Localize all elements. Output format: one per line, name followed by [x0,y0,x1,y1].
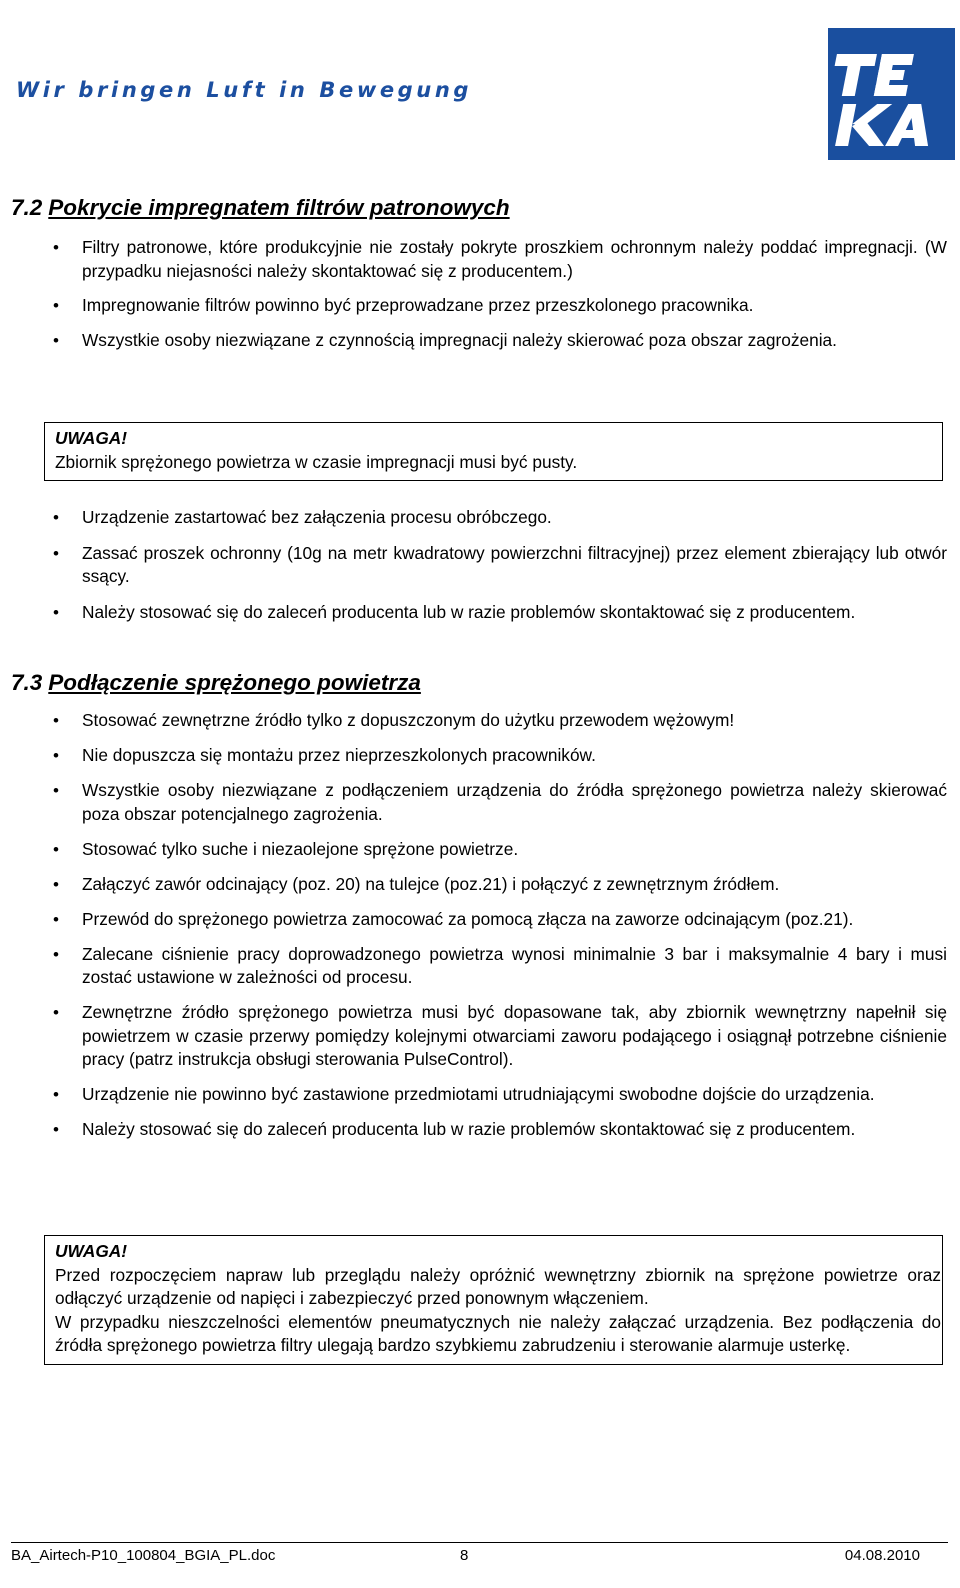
footer-page-number: 8 [460,1547,469,1564]
list-item: • Zalecane ciśnienie pracy doprowadzonego powietrza wynosi minimalnie 3 bar i maksymalnie 4 bary i musi zostać ustawione w zależności od procesu. [82,943,947,990]
footer-date: 04.08.2010 [844,1547,920,1564]
list-item: • Impregnowanie filtrów powinno być przeprowadzane przez przeszkolonego pracownika. [82,294,947,318]
teka-logo [828,28,955,160]
section-7-3-heading [11,670,421,696]
section-7-2-bullet-list-1 [82,236,947,352]
teka-logo-mark [828,28,955,160]
warning-box-maintenance [44,1235,943,1365]
warning-box-impregnation [44,422,943,481]
warning-title: UWAGA! [55,428,127,448]
list-item: • Urządzenie nie powinno być zastawione przedmiotami utrudniającymi swobodne dojście do urządzenia. [82,1083,947,1107]
header-slogan: Wir bringen Luft in Bewegung [16,78,473,102]
section-7-3-number: 7.3 [11,670,43,695]
section-7-3-title: Podłączenie sprężonego powietrza [48,670,421,695]
list-item: • Przewód do sprężonego powietrza zamocować za pomocą złącza na zaworze odcinającym (poz.21). [82,908,947,932]
list-item: • Stosować zewnętrzne źródło tylko z dopuszczonym do użytku przewodem wężowym! [82,709,947,733]
list-item: • Załączyć zawór odcinający (poz. 20) na tulejce (poz.21) i połączyć z zewnętrznym źródłem. [82,873,947,897]
list-item: • Należy stosować się do zaleceń producenta lub w razie problemów skontaktować się z producentem. [82,601,947,625]
list-item: • Należy stosować się do zaleceń producenta lub w razie problemów skontaktować się z producentem. [82,1118,947,1142]
warning-text: Przed rozpoczęciem napraw lub przeglądu należy opróżnić wewnętrzny zbiornik na sprężone powietrze oraz odłączyć urządzenie od napięci i zabezpieczyć przed ponownym włączeniem. [55,1264,941,1308]
section-7-2-number: 7.2 [11,195,43,220]
list-item: • Filtry patronowe, które produkcyjnie nie zostały pokryte proszkiem ochronnym należy poddać impregnacji. (W przypadku niejasności należy skontaktować się z producentem.) [82,236,947,283]
list-item: • Urządzenie zastartować bez załączenia procesu obróbczego. [82,506,947,530]
warning-title: UWAGA! [55,1241,127,1261]
warning-text: Zbiornik sprężonego powietrza w czasie impregnacji musi być pusty. [55,451,578,472]
list-item: • Wszystkie osoby niezwiązane z czynnością impregnacji należy skierować poza obszar zagrożenia. [82,329,947,353]
warning-text: W przypadku nieszczelności elementów pneumatycznych nie należy załączać urządzenia. Bez podłączenia do źródła sprężonego powietrza filtry ulegają bardzo szybkiemu zabrudzeniu i sterowanie alarmuje usterkę. [55,1311,941,1355]
footer-filename: BA_Airtech-P10_100804_BGIA_PL.doc [11,1547,276,1564]
list-item: • Zassać proszek ochronny (10g na metr kwadratowy powierzchni filtracyjnej) przez element zbierający lub otwór ssący. [82,542,947,589]
footer-divider [11,1542,948,1543]
section-7-2-title: Pokrycie impregnatem filtrów patronowych [48,195,510,220]
list-item: • Zewnętrzne źródło sprężonego powietrza musi być dopasowane tak, aby zbiornik wewnętrzny napełnił się powietrzem w czasie przerwy pomiędzy kolejnymi otwarciami zaworu podającego i osiągnął potrzebne ciśnienie pracy (patrz instrukcja obsługi sterowania PulseControl). [82,1001,947,1072]
section-7-2-heading [11,195,510,221]
list-item: • Wszystkie osoby niezwiązane z podłączeniem urządzenia do źródła sprężonego powietrza należy skierować poza obszar potencjalnego zagrożenia. [82,779,947,826]
section-7-2-bullet-list-2 [82,506,947,624]
section-7-3-bullet-list [82,709,947,1142]
list-item: • Stosować tylko suche i niezaolejone sprężone powietrze. [82,838,947,862]
list-item: • Nie dopuszcza się montażu przez nieprzeszkolonych pracowników. [82,744,947,768]
